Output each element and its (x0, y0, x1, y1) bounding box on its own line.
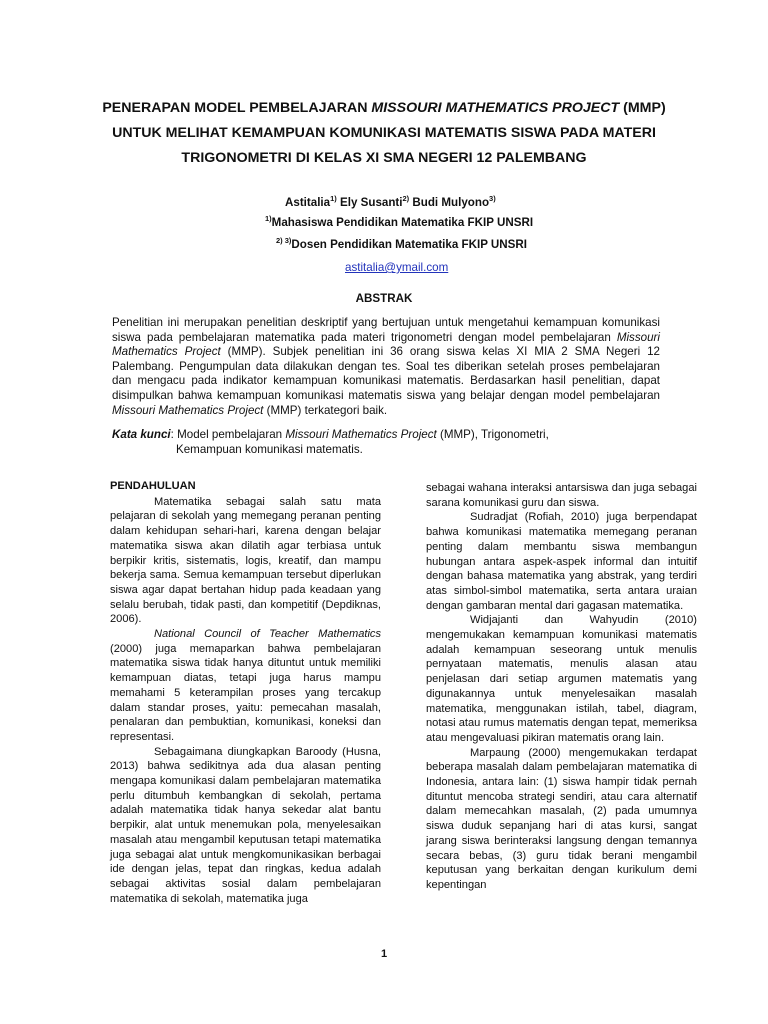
abstract-body: Penelitian ini merupakan penelitian deskriptif yang bertujuan untuk mengetahui kemampuan komunikasi siswa pada pembelajaran matematika pada materi trigonometri dengan model pembelajaran Missouri Mathematics Project (MMP). Subjek penelitian ini 36 orang siswa kelas XI MIA 2 SMA Negeri 12 Palembang. Pengumpulan data dilakukan dengan tes. Soal tes diberikan setelah proses pembelajaran dan mengacu pada indikator kemampuan komunikasi matematis. Berdasarkan hasil penelitian, dapat disimpulkan bahwa kemampuan komunikasi matematis siswa yang belajar dengan model pembelajaran Missouri Mathematics Project (MMP) terkategori baik. (112, 316, 661, 417)
paragraph: Sebagaimana diungkapkan Baroody (Husna, 2013) bahwa sedikitnya ada dua alasan penting mengapa komunikasi dalam pembelajaran matematika perlu ditumbuh kembangkan di sekolah, pertama adalah matematika tidak hanya sekedar alat bantu berpikir, alat untuk menemukan pola, menyelesaikan masalah atau mengambil keputusan tetapi matematika juga sebagai alat untuk mengkomunikasikan berbagai ide dengan jelas, tepat dan ringkas, kedua adalah sebagai aktivitas sosial dalam pembelajaran matematika di sekolah, matematika juga (110, 745, 381, 905)
abstract-heading: ABSTRAK (355, 292, 413, 305)
keywords-label: Kata kunci (112, 428, 171, 441)
author-3: Budi Mulyono (409, 196, 490, 209)
title-line-3: TRIGONOMETRI DI KELAS XI SMA NEGERI 12 PALEMBANG (181, 150, 587, 166)
title-line-1: PENERAPAN MODEL PEMBELAJARAN MISSOURI MATHEMATICS PROJECT (MMP) (102, 100, 666, 116)
right-column (426, 481, 697, 893)
page-number: 1 (380, 948, 388, 960)
keywords: Kata kunci: Model pembelajaran Missouri Mathematics Project (MMP), Trigonometri, Kemampuan komunikasi matematis. (112, 428, 549, 456)
author-list: Astitalia$^{1)}$ Ely Susanti$^{2)}$ Budi Mulyono$^{3)}$ (285, 194, 496, 209)
affiliation-2: $^{2) 3)}$Dosen Pendidikan Matematika FKIP UNSRI (276, 236, 528, 251)
paragraph: Widjajanti dan Wahyudin (2010) mengemukakan kemampuan komunikasi matematis adalah kemampuan seseorang untuk menulis pernyataan matematis, menulis alasan atau penjelasan dari setiap argumen matematis yang digunakannya untuk menyelesaikan masalah matematika, menggunakan istilah, tabel, diagram, notasi atau rumus matematis dengan tepat, memeriksa atau mengevaluasi pikiran matematis orang lain. (426, 614, 697, 744)
affiliation-1: $^{1)}$Mahasiswa Pendidikan Matematika FKIP UNSRI (265, 214, 534, 229)
author-1: Astitalia (285, 196, 331, 209)
paragraph: Marpaung (2000) mengemukakan terdapat beberapa masalah dalam pembelajaran matematika di Indonesia, antara lain: (1) siswa hampir tidak pernah dituntut mencoba strategi sendiri, atau cara alternatif dalam memecahkan masalah, (2) pada umumnya siswa duduk sepanjang hari di atas kursi, sangat jarang siswa berinteraksi langsung dengan temannya secara bebas, (3) guru tidak berani mengambil keputusan yang berkaitan dengan kurikulum demi kepentingan (426, 746, 697, 891)
paragraph: sebagai wahana interaksi antarsiswa dan juga sebagai sarana komunikasi guru dan siswa. (426, 482, 697, 509)
title-line-2: UNTUK MELIHAT KEMAMPUAN KOMUNIKASI MATEMATIS SISWA PADA MATERI (112, 125, 656, 141)
paper-title (90, 96, 678, 171)
paragraph: Sudradjat (Rofiah, 2010) juga berpendapat bahwa komunikasi matematika memegang peranan penting dalam membantu siswa membangun hubungan antara aspek-aspek informal dan intuitif dengan bahasa matematika yang abstrak, yang terdiri atas simbol-simbol matematika, serta antara uraian dengan gambaran mental dari gagasan matematika. (426, 511, 697, 612)
paragraph: Matematika sebagai salah satu mata pelajaran di sekolah yang memegang peranan penting dalam kehidupan sehari-hari, karena dengan belajar matematika siswa akan dilatih agar terbiasa untuk berpikir kritis, sistematis, logis, kreatif, dan mampu bekerja sama. Semua kemampuan tersebut diperlukan siswa agar dapat bertahan hidup pada keadaan yang selalu berubah, tidak pasti, dan kompetitif (Depdiknas, 2006). (110, 495, 381, 626)
section-heading: PENDAHULUAN (110, 480, 196, 492)
left-column (110, 479, 381, 906)
email-link[interactable]: astitalia@ymail.com (345, 261, 449, 274)
paragraph: National Council of Teacher Mathematics (2000) juga memaparkan bahwa pembelajaran matematika siswa tidak hanya dituntut untuk memiliki kemampuan diatas, tetapi juga harus mampu memahami 5 keterampilan proses yang tercakup dalam standar proses, yaitu: pemecahan masalah, penalaran dan pembuktian, komunikasi, koneksi dan representasi. (110, 628, 381, 743)
author-2: Ely Susanti (336, 196, 403, 209)
